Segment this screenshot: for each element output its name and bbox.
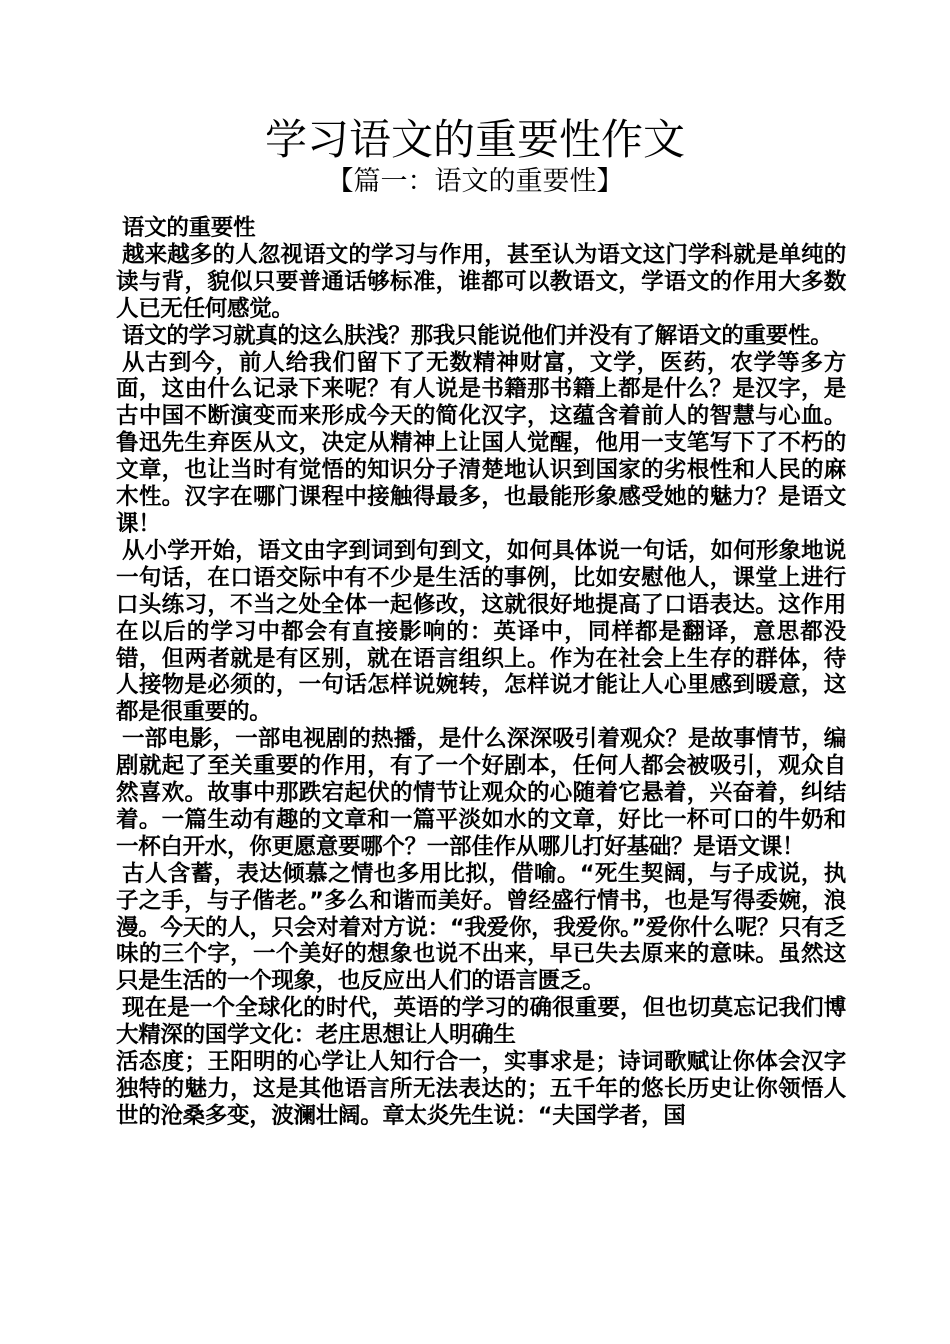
paragraph: 活态度；王阳明的心学让人知行合一，实事求是；诗词歌赋让你体会汉字独特的魅力，这是其他语言所无法表达的；五千年的悠长历史让你领悟人世的沧桑多变，波澜壮阔。章太炎先生说：“夫国学者，国 — [116, 1049, 846, 1129]
paragraph: 从小学开始，语文由字到词到句到文，如何具体说一句话，如何形象地说一句话，在口语交际中有不少是生活的事例，比如安慰他人，课堂上进行口头练习，不当之处全体一起修改，这就很好地提高了口语表达。这作用在以后的学习中都会有直接影响的：英译中，同样都是翻译，意思都没错，但两者就是有区别，就在语言组织上。作为在社会上生存的群体，待人接物是必须的，一句话怎样说婉转，怎样说才能让人心里感到暖意，这都是很重要的。 — [116, 537, 846, 726]
paragraph: 语文的学习就真的这么肤浅？那我只能说他们并没有了解语文的重要性。 — [122, 322, 833, 349]
paragraph: 古人含蓄，表达倾慕之情也多用比拟，借喻。“死生契阔，与子成说，执子之手，与子偕老。”多么和谐而美好。曾经盛行情书，也是写得委婉，浪漫。今天的人，只会对着对方说：“我爱你，我爱你。”爱你什么呢？只有乏味的三个字，一个美好的想象也说不出来，早已失去原来的意味。虽然这只是生活的一个现象，也反应出人们的语言匮乏。 — [116, 860, 846, 995]
document-body — [116, 215, 846, 1130]
paragraph: 从古到今，前人给我们留下了无数精神财富，文学，医药，农学等多方面，这由什么记录下来呢？有人说是书籍那书籍上都是什么？是汉字，是古中国不断演变而来形成今天的简化汉字，这蕴含着前人的智慧与心血。鲁迅先生弃医从文，决定从精神上让国人觉醒，他用一支笔写下了不朽的文章，也让当时有觉悟的知识分子清楚地认识到国家的劣根性和人民的麻木性。汉字在哪门课程中接触得最多，也最能形象感受她的魅力？是语文课！ — [116, 349, 846, 537]
document-title: 学习语文的重要性作文 — [264, 115, 685, 164]
paragraph: 一部电影，一部电视剧的热播，是什么深深吸引着观众？是故事情节，编剧就起了至关重要的作用，有了一个好剧本，任何人都会被吸引，观众自然喜欢。故事中那跌宕起伏的情节让观众的心随着它悬着，兴奋着，纠结着。一篇生动有趣的文章和一篇平淡如水的文章，好比一杯可口的牛奶和一杯白开水，你更愿意要哪个？一部佳作从哪儿打好基础？是语文课！ — [116, 726, 846, 860]
paragraph: 现在是一个全球化的时代，英语的学习的确很重要，但也切莫忘记我们博大精深的国学文化：老庄思想让人明确生 — [116, 995, 846, 1049]
paragraph: 越来越多的人忽视语文的学习与作用，甚至认为语文这门学科就是单纯的读与背，貌似只要普通话够标准，谁都可以教语文，学语文的作用大多数人已无任何感觉。 — [116, 241, 846, 322]
section-heading: 语文的重要性 — [122, 215, 256, 241]
document-subtitle: 【篇一：语文的重要性】 — [326, 166, 624, 197]
